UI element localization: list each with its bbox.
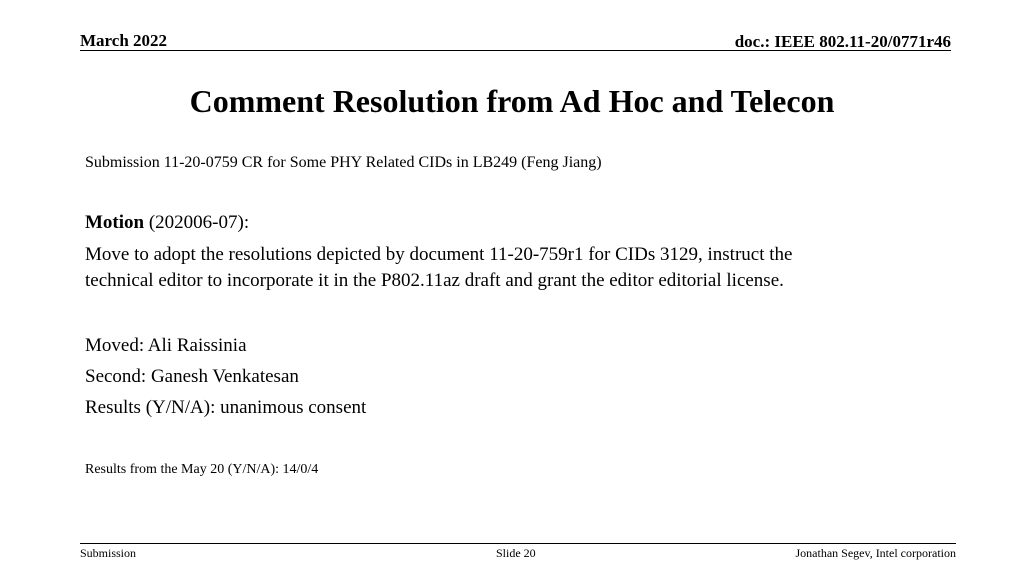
footer-submission: Submission <box>80 546 137 560</box>
motion-heading <box>85 212 249 234</box>
header-divider <box>80 50 951 51</box>
motion-label: Motion <box>85 212 145 233</box>
header-date: March 2022 <box>80 31 168 50</box>
motion-text-line-2: technical editor to incorporate it in the P802.11az draft and grant the editor editorial license. <box>85 270 784 291</box>
motion-text-line-1: Move to adopt the resolutions depicted by document 11-20-759r1 for CIDs 3129, instruct the <box>85 244 793 265</box>
header-doc-id: doc.: IEEE 802.11-20/0771r46 <box>734 32 951 51</box>
vote-results: Results (Y/N/A): unanimous consent <box>85 397 367 418</box>
moved-by: Moved: Ali Raissinia <box>85 335 247 356</box>
results-may: Results from the May 20 (Y/N/A): 14/0/4 <box>85 462 319 477</box>
slide-title: Comment Resolution from Ad Hoc and Telecon <box>189 83 835 119</box>
footer-author: Jonathan Segev, Intel corporation <box>795 546 956 560</box>
submission-line: Submission 11-20-0759 CR for Some PHY Related CIDs in LB249 (Feng Jiang) <box>85 154 602 171</box>
footer-slide-number: Slide 20 <box>496 546 536 560</box>
footer-divider <box>80 543 956 544</box>
motion-id: (202006-07): <box>144 212 250 233</box>
seconded-by: Second: Ganesh Venkatesan <box>85 366 299 387</box>
